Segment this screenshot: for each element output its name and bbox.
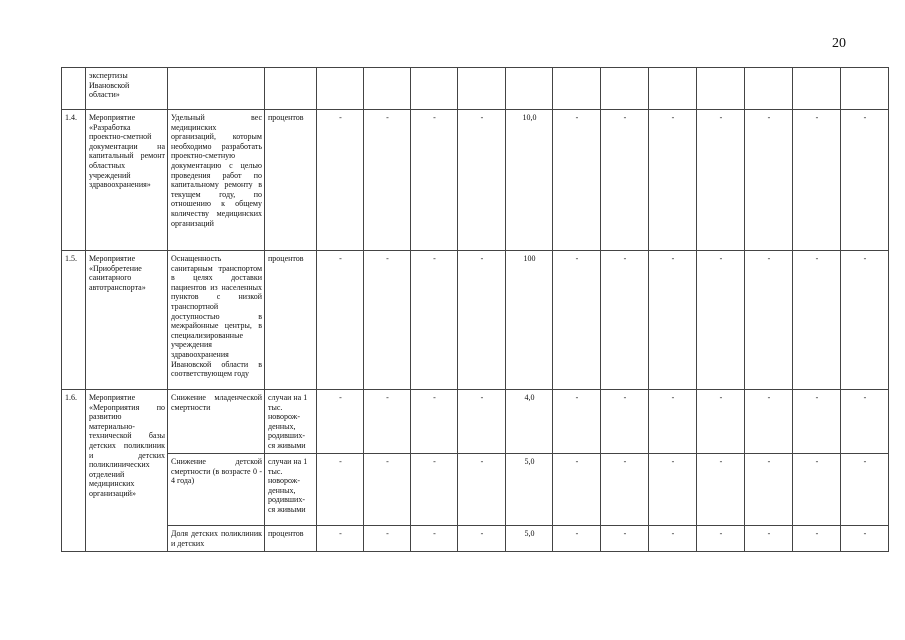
value-cell: - <box>553 526 601 552</box>
value-cell: - <box>601 526 649 552</box>
value-cell: 100 <box>506 251 553 390</box>
value-cell <box>458 68 506 110</box>
value-cell: - <box>745 390 793 454</box>
value-cell: - <box>317 454 364 526</box>
unit-cell: случаи на 1 тыс. новорож- денных, родивших- ся живыми <box>265 390 317 454</box>
value-cell: - <box>364 110 411 251</box>
event-cell: экспертизы Ивановской области» <box>86 68 168 110</box>
value-cell: - <box>458 390 506 454</box>
value-cell <box>649 68 697 110</box>
value-cell: - <box>841 390 889 454</box>
value-cell: - <box>745 251 793 390</box>
value-cell: - <box>458 526 506 552</box>
value-cell: - <box>317 110 364 251</box>
indicator-cell: Доля детских поликлиник и детских <box>168 526 265 552</box>
value-cell: 5,0 <box>506 454 553 526</box>
value-cell: - <box>745 526 793 552</box>
value-cell: - <box>601 110 649 251</box>
value-cell <box>506 68 553 110</box>
value-cell: - <box>364 454 411 526</box>
value-cell: - <box>553 110 601 251</box>
value-cell: - <box>458 251 506 390</box>
value-cell <box>553 68 601 110</box>
value-cell: - <box>697 251 745 390</box>
value-cell: - <box>745 110 793 251</box>
value-cell: - <box>411 110 458 251</box>
value-cell <box>697 68 745 110</box>
value-cell: - <box>697 526 745 552</box>
value-cell: - <box>601 390 649 454</box>
table-row <box>62 390 889 454</box>
row-number <box>62 68 86 110</box>
indicator-cell: Снижение младенческой смертности <box>168 390 265 454</box>
value-cell: - <box>841 251 889 390</box>
unit-cell: процентов <box>265 110 317 251</box>
value-cell: - <box>553 390 601 454</box>
value-cell: 10,0 <box>506 110 553 251</box>
unit-cell: процентов <box>265 526 317 552</box>
value-cell: - <box>553 251 601 390</box>
value-cell: - <box>317 526 364 552</box>
value-cell: - <box>793 390 841 454</box>
value-cell <box>793 68 841 110</box>
value-cell <box>411 68 458 110</box>
table-row <box>62 526 889 552</box>
value-cell: - <box>411 526 458 552</box>
row-number: 1.6. <box>62 390 86 552</box>
value-cell: - <box>793 110 841 251</box>
value-cell: - <box>601 454 649 526</box>
table-row <box>62 68 889 110</box>
table-row <box>62 110 889 251</box>
value-cell: - <box>649 251 697 390</box>
value-cell: - <box>317 390 364 454</box>
event-cell: Мероприятие «Разработка проектно-сметной документации на капитальный ремонт областных учреждений здравоохранения» <box>86 110 168 251</box>
value-cell: 5,0 <box>506 526 553 552</box>
value-cell <box>317 68 364 110</box>
indicator-cell: Удельный вес медицинских организаций, которым необходимо разработать проектно-сметную документацию с целью проведения работ по капитальному ремонту в текущем году, по отношению к общему количеству медицинских организаций <box>168 110 265 251</box>
value-cell: - <box>793 526 841 552</box>
value-cell: - <box>841 110 889 251</box>
unit-cell: случаи на 1 тыс. новорож- денных, родивших- ся живыми <box>265 454 317 526</box>
value-cell <box>745 68 793 110</box>
value-cell: - <box>364 526 411 552</box>
value-cell <box>601 68 649 110</box>
value-cell: - <box>697 454 745 526</box>
indicator-cell <box>168 68 265 110</box>
value-cell: - <box>841 454 889 526</box>
value-cell: 4,0 <box>506 390 553 454</box>
event-cell: Мероприятие «Мероприятия по развитию материально-технической базы детских поликлиник и детских поликлинических отделений медицинских организаций» <box>86 390 168 552</box>
value-cell: - <box>697 390 745 454</box>
value-cell: - <box>793 251 841 390</box>
value-cell: - <box>697 110 745 251</box>
table-row <box>62 251 889 390</box>
unit-cell: процентов <box>265 251 317 390</box>
table-row <box>62 454 889 526</box>
indicators-table <box>61 67 889 552</box>
value-cell <box>841 68 889 110</box>
indicator-cell: Снижение детской смертности (в возрасте 0 - 4 года) <box>168 454 265 526</box>
value-cell: - <box>601 251 649 390</box>
row-number: 1.5. <box>62 251 86 390</box>
value-cell: - <box>841 526 889 552</box>
value-cell: - <box>458 110 506 251</box>
value-cell: - <box>649 110 697 251</box>
value-cell: - <box>458 454 506 526</box>
event-cell: Мероприятие «Приобретение санитарного автотранспорта» <box>86 251 168 390</box>
value-cell: - <box>364 251 411 390</box>
value-cell: - <box>411 390 458 454</box>
value-cell: - <box>553 454 601 526</box>
unit-cell <box>265 68 317 110</box>
indicator-cell: Оснащенность санитарным транспортом в целях доставки пациентов из населенных пунктов с низкой транспортной доступностью в межрайонные центры, в специализированные учреждения здравоохранения Ивановской области в соответствующем году <box>168 251 265 390</box>
value-cell: - <box>649 454 697 526</box>
value-cell <box>364 68 411 110</box>
value-cell: - <box>649 526 697 552</box>
value-cell: - <box>411 454 458 526</box>
value-cell: - <box>649 390 697 454</box>
page-number: 20 <box>832 36 846 51</box>
row-number: 1.4. <box>62 110 86 251</box>
value-cell: - <box>745 454 793 526</box>
value-cell: - <box>317 251 364 390</box>
value-cell: - <box>793 454 841 526</box>
value-cell: - <box>411 251 458 390</box>
value-cell: - <box>364 390 411 454</box>
